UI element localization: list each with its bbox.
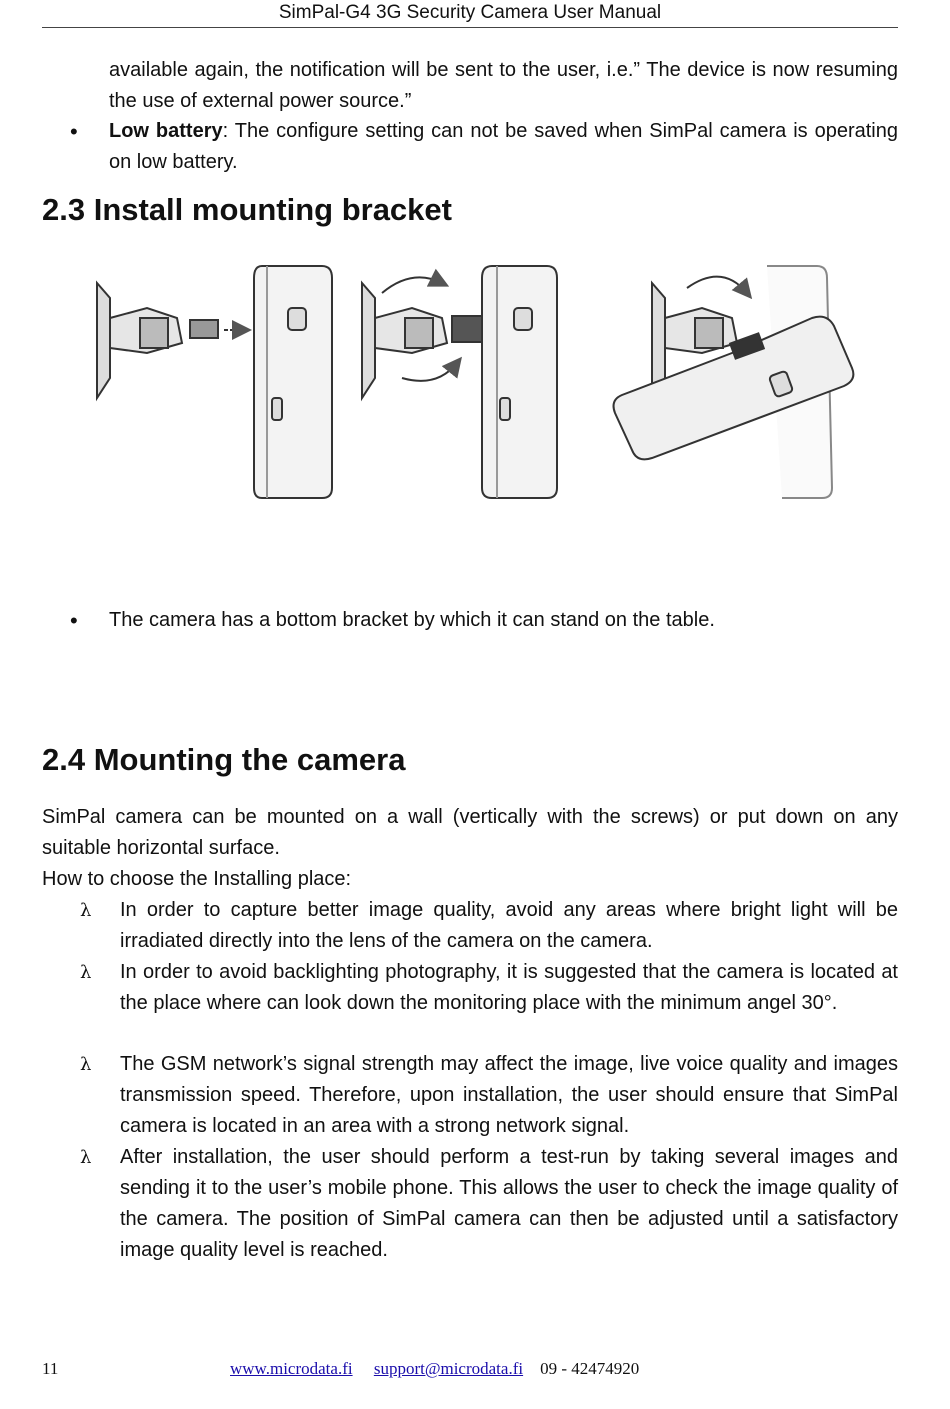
list-item: In order to capture better image quality, avoid any areas where bright light will be irradiated directly into the lens of the camera on the camera. bbox=[120, 899, 898, 952]
mounting-bracket-illustration bbox=[92, 258, 862, 508]
list-item: The GSM network’s signal strength may affect the image, live voice quality and images transmission speed. Therefore, upon installation, the user should ensure that SimPal camera is located in an area with a strong network signal. bbox=[120, 1053, 898, 1137]
email-link[interactable]: support@microdata.fi bbox=[373, 1359, 524, 1378]
lambda-bullet: λ bbox=[80, 1147, 92, 1168]
step-3-figure bbox=[614, 266, 854, 498]
installing-place-lead: How to choose the Installing place: bbox=[42, 868, 352, 890]
section-heading-2-3: 2.3 Install mounting bracket bbox=[42, 192, 452, 227]
lambda-bullet: λ bbox=[80, 962, 92, 983]
bullet-dot: • bbox=[70, 119, 78, 144]
page-header: SimPal-G4 3G Security Camera User Manual bbox=[42, 2, 898, 28]
list-item: After installation, the user should perform a test-run by taking several images and sending it to the user’s mobile phone. This allows the user to check the image quality of the camera. The position of SimPal camera can then be adjusted until a satisfactory image quality level is reached. bbox=[120, 1146, 898, 1261]
lambda-bullet: λ bbox=[80, 900, 92, 921]
bullet-dot: • bbox=[70, 608, 78, 633]
page-number: 11 bbox=[42, 1359, 59, 1378]
footer-contact bbox=[230, 1359, 639, 1379]
step-2-figure bbox=[362, 266, 557, 498]
bracket-note: The camera has a bottom bracket by which it can stand on the table. bbox=[109, 609, 715, 631]
website-link[interactable]: www.microdata.fi bbox=[230, 1359, 353, 1378]
mounting-paragraph: SimPal camera can be mounted on a wall (vertically with the screws) or put down on any suitable horizontal surface. bbox=[42, 806, 898, 859]
intro-continuation: available again, the notification will be sent to the user, i.e.” The device is now resuming the use of external power source.” bbox=[109, 59, 898, 112]
lambda-bullet: λ bbox=[80, 1054, 92, 1075]
step-1-figure bbox=[97, 266, 332, 498]
section-heading-2-4: 2.4 Mounting the camera bbox=[42, 742, 406, 777]
list-item: In order to avoid backlighting photography, it is suggested that the camera is located at the place where can look down the monitoring place with the minimum angel 30°. bbox=[120, 961, 898, 1014]
low-battery-label: Low battery bbox=[109, 120, 223, 142]
phone-number: 09 - 42474920 bbox=[540, 1359, 640, 1378]
low-battery-text: : The configure setting can not be saved when SimPal camera is operating on low battery. bbox=[109, 120, 898, 173]
low-battery-item bbox=[109, 116, 898, 178]
